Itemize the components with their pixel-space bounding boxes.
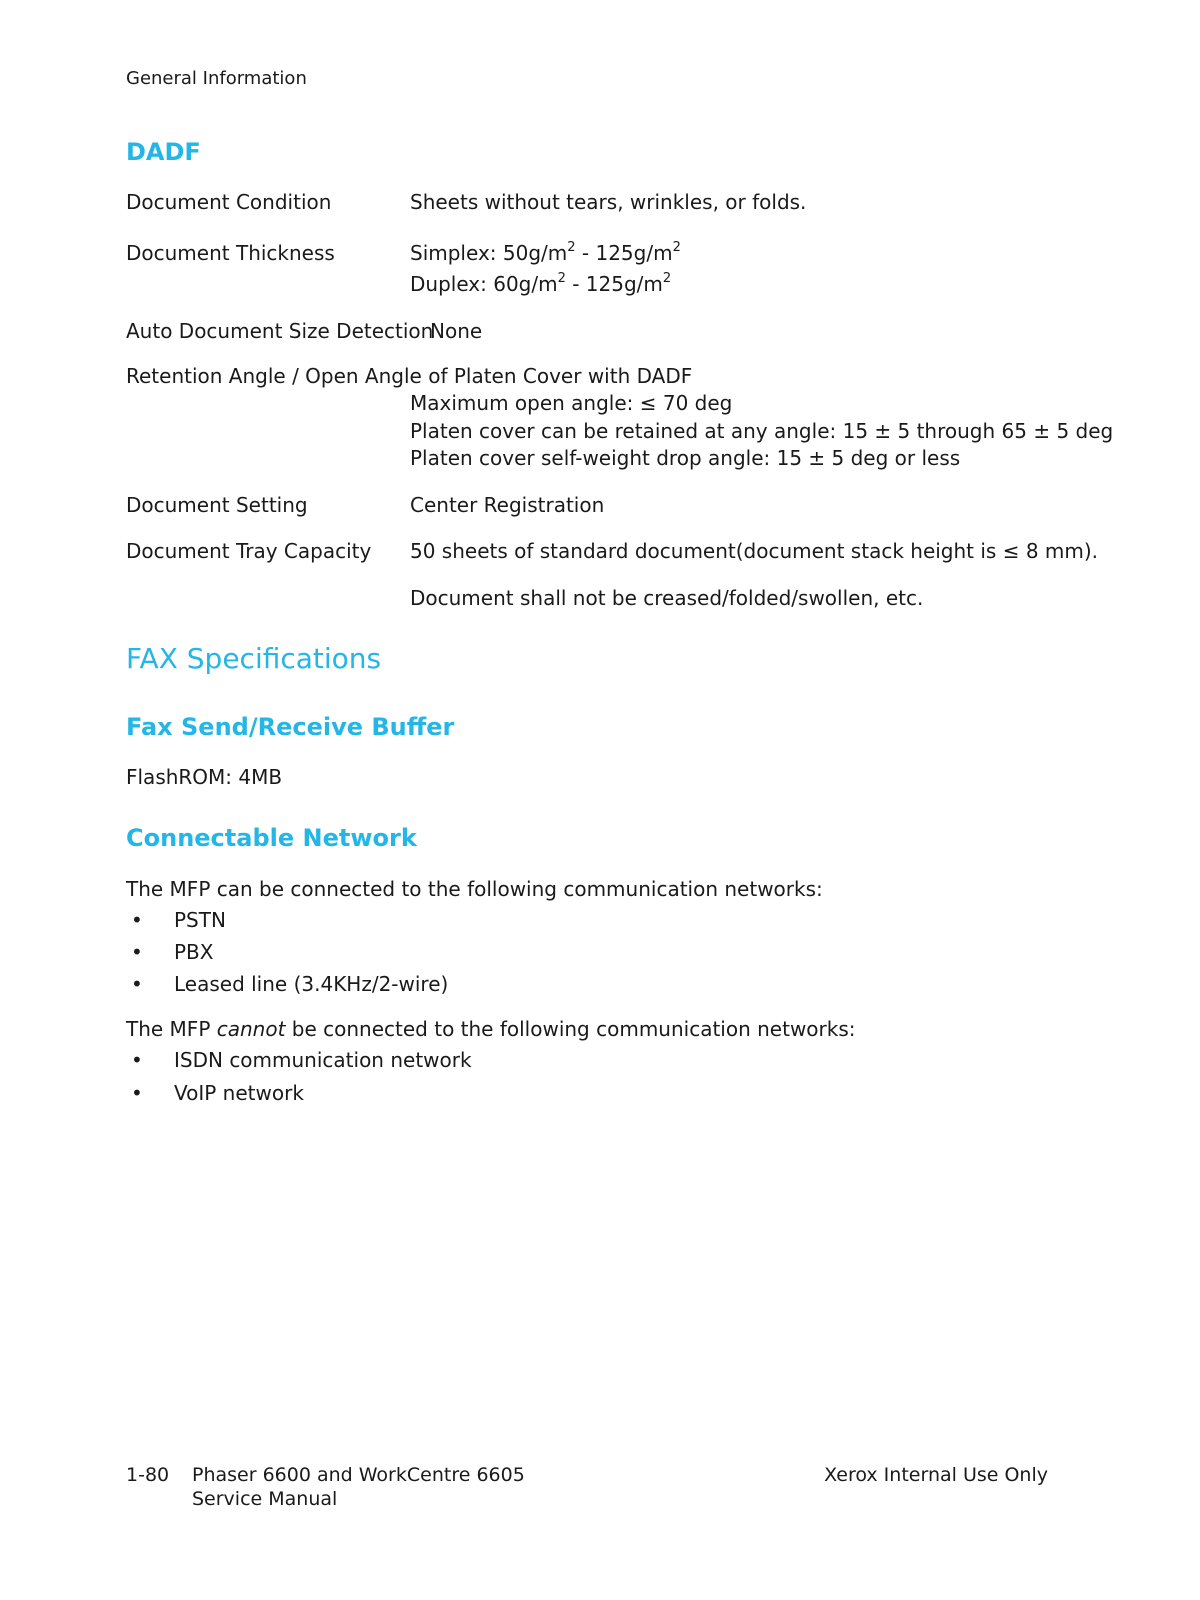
footer-title-line2: Service Manual	[192, 1488, 338, 1510]
spec-label-document-thickness: Document Thickness	[126, 241, 335, 265]
dadf-heading: DADF	[126, 138, 201, 166]
footer-title-line1: Phaser 6600 and WorkCentre 6605	[192, 1464, 525, 1486]
spec-value-thickness-duplex: Duplex: $60g/m^2 - 125g/m^2$	[410, 271, 672, 296]
running-head: General Information	[126, 68, 307, 89]
bullet-icon: •	[131, 1048, 143, 1072]
spec-value-auto-size-detection: None	[430, 319, 483, 343]
fax-buffer-value: FlashROM: 4MB	[126, 765, 283, 789]
footer-page-number: 1-80	[126, 1464, 170, 1486]
list-item: PSTN	[174, 908, 226, 932]
spec-label-retention-angle: Retention Angle / Open Angle of Platen Cover with DADF	[126, 364, 693, 388]
spec-note-tray-capacity: Document shall not be creased/folded/swollen, etc.	[410, 586, 924, 610]
spec-value-document-condition: Sheets without tears, wrinkles, or folds.	[410, 190, 807, 214]
bullet-icon: •	[131, 940, 143, 964]
network-can-intro: The MFP can be connected to the following communication networks:	[126, 877, 823, 901]
footer-notice: Xerox Internal Use Only	[824, 1464, 1048, 1486]
spec-label-document-setting: Document Setting	[126, 493, 308, 517]
spec-label-document-condition: Document Condition	[126, 190, 332, 214]
spec-label-tray-capacity: Document Tray Capacity	[126, 539, 372, 563]
network-cannot-intro: The MFP cannot be connected to the following communication networks:	[126, 1017, 856, 1041]
list-item: PBX	[174, 940, 214, 964]
bullet-icon: •	[131, 1081, 143, 1105]
spec-value-thickness-simplex: Simplex: $50g/m^2 - 125g/m^2$	[410, 240, 681, 265]
list-item: ISDN communication network	[174, 1048, 472, 1072]
bullet-icon: •	[131, 972, 143, 996]
fax-buffer-heading: Fax Send/Receive Buffer	[126, 713, 455, 741]
bullet-icon: •	[131, 908, 143, 932]
list-item: Leased line (3.4KHz/2-wire)	[174, 972, 449, 996]
spec-value-document-setting: Center Registration	[410, 493, 605, 517]
spec-label-auto-size-detection: Auto Document Size Detection	[126, 319, 434, 343]
spec-value-retention-line: Platen cover can be retained at any angle: 15 ± 5 through 65 ± 5 deg	[410, 419, 1114, 443]
connectable-network-heading: Connectable Network	[126, 824, 417, 852]
list-item: VoIP network	[174, 1081, 304, 1105]
spec-value-retention-line: Platen cover self-weight drop angle: 15 ± 5 deg or less	[410, 446, 961, 470]
spec-value-retention-line: Maximum open angle: ≤ 70 deg	[410, 391, 733, 415]
spec-value-tray-capacity: 50 sheets of standard document(document stack height is ≤ 8 mm).	[410, 539, 1099, 563]
fax-specifications-heading: FAX Specifications	[126, 642, 382, 675]
